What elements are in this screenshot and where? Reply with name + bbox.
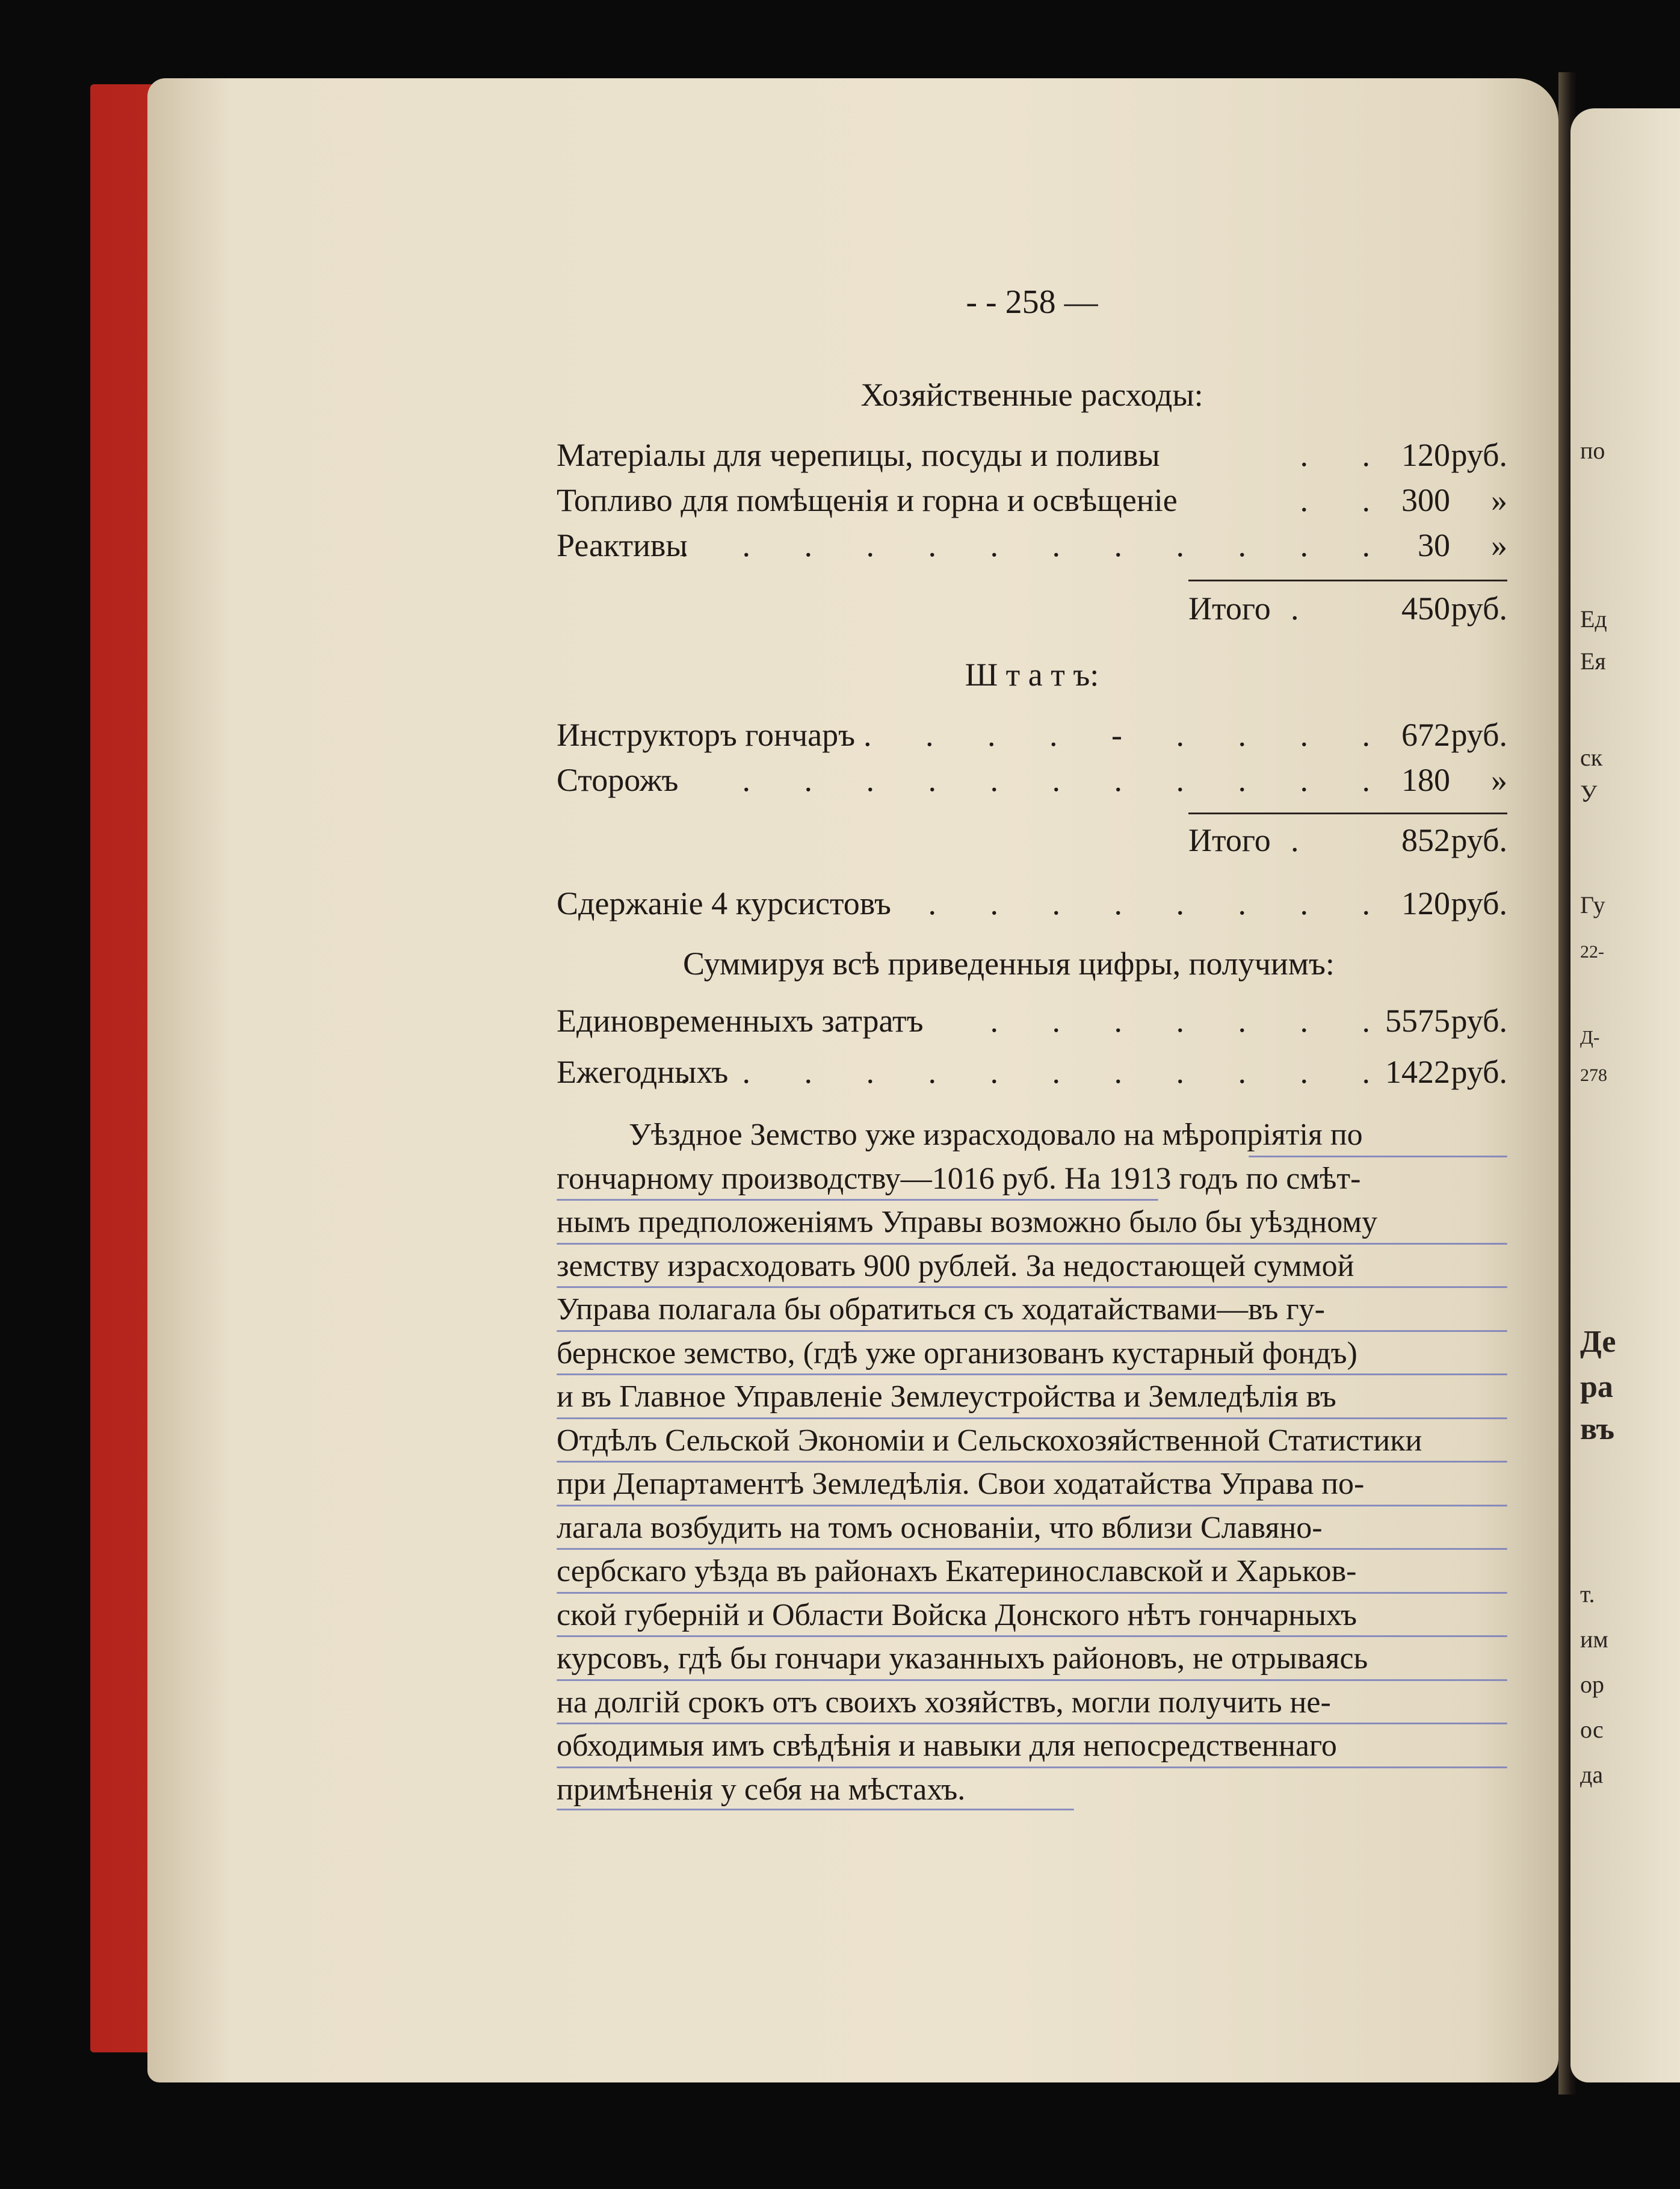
expense-label: Реактивы xyxy=(557,527,688,563)
paragraph-line: на долгій срокъ отъ своихъ хозяйствъ, могли получить не- xyxy=(557,1685,1331,1720)
right-fragment: да xyxy=(1580,1761,1604,1788)
staff-value: 672 xyxy=(1401,717,1450,753)
paragraph-line: нымъ предположеніямъ Управы возможно было бы уѣздному xyxy=(557,1205,1378,1239)
summary-unit: руб. xyxy=(1451,1003,1507,1039)
paragraph-line: курсовъ, гдѣ бы гончари указанныхъ районовъ, не отрываясь xyxy=(557,1641,1368,1676)
leader-dots: . . . . . . . . . . . . xyxy=(680,1054,1393,1090)
paragraph-line: лагала возбудить на томъ основаніи, что вблизи Славяно- xyxy=(557,1510,1323,1545)
summary-label: Единовременныхъ затратъ xyxy=(557,1003,924,1039)
paragraph-line: Отдѣлъ Сельской Экономіи и Сельскохозяйственной Статистики xyxy=(557,1423,1422,1458)
expense-value: 300 xyxy=(1401,482,1450,518)
leader-dots: . . xyxy=(1300,482,1393,518)
paragraph-line: примѣненія у себя на мѣстахъ. xyxy=(557,1772,966,1807)
pencil-underline xyxy=(557,1723,1507,1724)
summary-heading: Суммируя всѣ приведенныя цифры, получимъ: xyxy=(683,946,1335,982)
students-value: 120 xyxy=(1401,885,1450,921)
right-fragment: ос xyxy=(1580,1716,1604,1743)
leader-dots: . . xyxy=(1300,437,1393,473)
paragraph-line: Уѣздное Земство уже израсходовало на мѣропріятія по xyxy=(629,1118,1363,1152)
paragraph-line: при Департаментѣ Земледѣлія. Свои ходатайства Управа по- xyxy=(557,1467,1365,1501)
pencil-underline xyxy=(557,1199,1158,1201)
pencil-underline xyxy=(557,1592,1507,1594)
staff-label: Сторожъ xyxy=(557,762,679,798)
pencil-underline xyxy=(1249,1156,1507,1157)
paragraph-line: сербскаго уѣзда въ районахъ Екатеринославской и Харьков- xyxy=(557,1554,1357,1588)
total-dot: . xyxy=(1291,822,1299,858)
total-label: Итого xyxy=(1188,590,1271,627)
right-fragment: ор xyxy=(1580,1671,1604,1698)
paragraph-line: обходимыя имъ свѣдѣнія и навыки для непосредственнаго xyxy=(557,1729,1337,1763)
leader-dots: . . . . . . . xyxy=(990,1003,1393,1039)
paragraph-line: земству израсходовать 900 рублей. За недостающей суммой xyxy=(557,1248,1354,1283)
right-fragment: Гу xyxy=(1580,891,1605,918)
staff-unit: » xyxy=(1491,762,1507,798)
expense-value: 120 xyxy=(1401,437,1450,473)
right-page xyxy=(1570,108,1680,2082)
summary-unit: руб. xyxy=(1451,1054,1507,1090)
leader-dots: . . . . . . . . xyxy=(928,885,1393,921)
students-unit: руб. xyxy=(1451,885,1507,921)
right-fragment: 22- xyxy=(1580,942,1604,962)
right-fragment: им xyxy=(1580,1626,1608,1653)
total-value: 852 xyxy=(1401,822,1450,858)
right-fragment: т. xyxy=(1580,1581,1595,1608)
paragraph-line: ской губерній и Области Войска Донского нѣтъ гончарныхъ xyxy=(557,1597,1357,1632)
right-fragment: ра xyxy=(1580,1370,1613,1404)
pencil-underline xyxy=(557,1548,1507,1550)
students-label: Сдержаніе 4 курсистовъ xyxy=(557,885,891,921)
expense-value: 30 xyxy=(1418,527,1450,563)
section-heading-household: Хозяйственные расходы: xyxy=(860,377,1203,413)
right-fragment: Ея xyxy=(1580,648,1606,675)
leader-dots: . . . . - . . . . xyxy=(863,717,1393,753)
total-unit: руб. xyxy=(1451,822,1507,858)
summary-value: 1422 xyxy=(1385,1054,1450,1090)
pencil-underline xyxy=(557,1766,1507,1768)
right-fragment: въ xyxy=(1580,1412,1615,1446)
page-number: - - 258 — xyxy=(966,283,1098,321)
expense-unit: » xyxy=(1491,527,1507,563)
right-fragment: Де xyxy=(1580,1325,1616,1359)
pencil-underline xyxy=(557,1330,1507,1332)
expense-unit: руб. xyxy=(1451,437,1507,473)
total-rule xyxy=(1188,813,1507,814)
leader-dots: . . . . . . . . . . . . xyxy=(680,527,1393,563)
right-fragment: по xyxy=(1580,437,1605,464)
body-paragraph xyxy=(557,1113,1507,1812)
pencil-underline xyxy=(557,1505,1507,1506)
summary-value: 5575 xyxy=(1385,1003,1450,1039)
summary-label: Ежегодныхъ xyxy=(557,1054,729,1090)
right-fragment: Д- xyxy=(1580,1026,1600,1048)
section-heading-staff: Ш т а т ъ: xyxy=(965,657,1099,693)
right-fragment: 278 xyxy=(1580,1065,1607,1085)
staff-value: 180 xyxy=(1401,762,1450,798)
expense-label: Топливо для помѣщенія и горна и освѣщеніе xyxy=(557,482,1178,518)
pencil-underline xyxy=(557,1461,1507,1463)
leader-dots: . . . . . . . . . . . xyxy=(742,762,1393,798)
total-unit: руб. xyxy=(1451,590,1507,627)
expense-label: Матеріалы для черепицы, посуды и поливы xyxy=(557,437,1160,473)
pencil-underline xyxy=(557,1286,1507,1288)
total-dot: . xyxy=(1291,590,1299,627)
pencil-underline xyxy=(557,1679,1507,1681)
paragraph-line: Управа полагала бы обратиться съ ходатайствами—въ гу- xyxy=(557,1292,1325,1327)
pencil-underline xyxy=(557,1243,1507,1245)
right-fragment: ск xyxy=(1580,744,1603,771)
paragraph-line: гончарному производству—1016 руб. На 1913 годъ по смѣт- xyxy=(557,1161,1361,1196)
paragraph-line: бернское земство, (гдѣ уже организованъ кустарный фондъ) xyxy=(557,1336,1357,1370)
right-fragment: Ед xyxy=(1580,605,1607,633)
staff-label: Инструкторъ гончаръ xyxy=(557,717,855,753)
total-value: 450 xyxy=(1401,590,1450,627)
right-fragment: У xyxy=(1580,780,1598,807)
paragraph-line: и въ Главное Управленіе Землеустройства и Земледѣлія въ xyxy=(557,1379,1336,1414)
total-rule xyxy=(1188,580,1507,581)
pencil-underline xyxy=(557,1373,1507,1375)
pencil-underline xyxy=(557,1809,1074,1810)
expense-unit: » xyxy=(1491,482,1507,518)
staff-unit: руб. xyxy=(1451,717,1507,753)
pencil-underline xyxy=(557,1417,1507,1419)
pencil-underline xyxy=(557,1635,1507,1637)
total-label: Итого xyxy=(1188,822,1271,858)
